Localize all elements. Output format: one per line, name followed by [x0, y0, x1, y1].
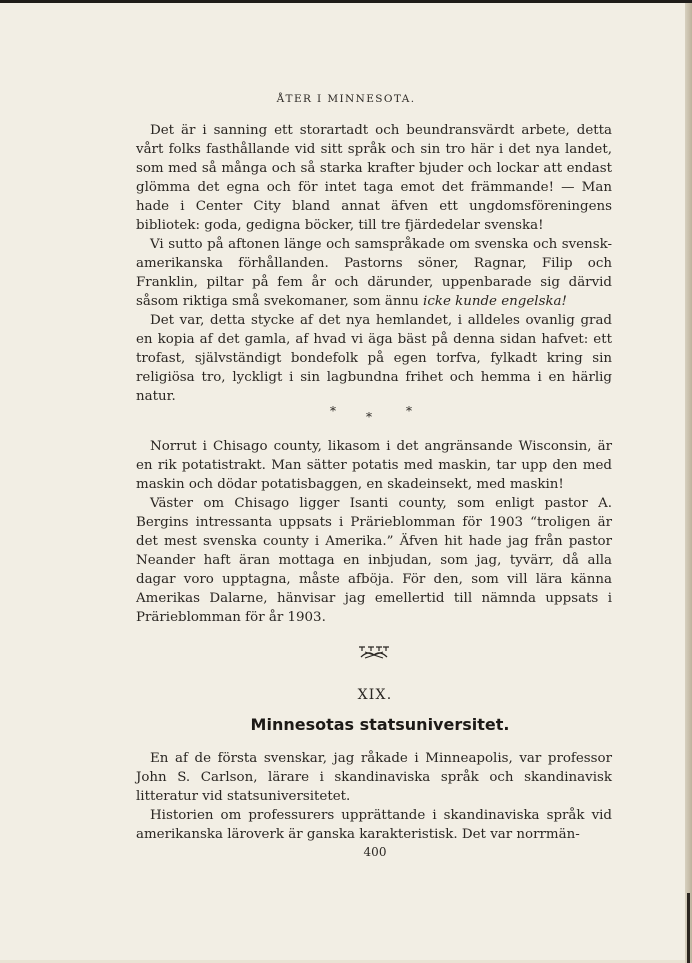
star-icon: * — [366, 410, 372, 424]
page-edge — [685, 3, 692, 963]
star-icon: * — [330, 404, 336, 418]
paragraph: Väster om Chisago ligger Isanti county, som enligt pastor A. Bergins intressanta uppsats i Prärieblomman för 1903 “troligen är det mest svenska county i Amerika.” Äfven hit hade jag från pastor Neander haft äran mottaga en inbjudan, som jag, tyvärr, då alla dagar voro upptagna, måste afböja. För den, som vill lära känna Amerikas Dalarne, hänvisar jag emellertid till nämnda uppsats i Prärieblomman för år 1903. — [136, 496, 612, 625]
section-divider-stars — [326, 404, 426, 426]
paragraph: En af de första svenskar, jag råkade i Minneapolis, var professor John S. Carlson, lärare i skandinaviska språk och skandinavisk litteratur vid statsuniversitetet. — [136, 751, 612, 804]
page-number: 400 — [363, 845, 387, 859]
paragraph — [136, 235, 612, 311]
paragraph: Det är i sanning ett storartadt och beundransvärdt arbete, detta vårt folks fasthållande vid sitt språk och sin tro här i det nya landet, som med så många och så starka krafter bjuder och lockar att endast glömma det egna och för intet taga emot det främmande! — Man hade i Center City bland annat äfven ett ungdomsföreningens bibliotek: goda, gedigna böcker, till tre fjärdedelar svenska! — [136, 123, 612, 233]
paragraph-text: Vi sutto på aftonen länge och samspråkade om svenska och svensk-amerikanska förhållanden. Pastorns söner, Ragnar, Filip och Franklin, piltar på fem år och därunder, uppenbarade sig därvid såsom riktiga små svekomaner, som ännu — [136, 237, 612, 309]
section-2 — [136, 437, 612, 627]
section-3 — [136, 749, 612, 844]
section-1 — [136, 121, 612, 406]
paragraph: Det var, detta stycke af det nya hemlandet, i alldeles ovanlig grad en kopia af det gamla, af hvad vi äga bäst på denna sidan hafvet: ett trofast, självständigt bondefolk på egen torfva, fylkadt kring sin religiösa tro, lyckligt i sin lagbundna frihet och hemma i en härlig natur. — [136, 313, 612, 404]
chapter-title: Minnesotas statsuniversitet. — [250, 715, 510, 734]
paragraph: Norrut i Chisago county, likasom i det angränsande Wisconsin, är en rik potatistrakt. Man sätter potatis med maskin, tar upp den med maskin och dödar potatisbaggen, en skadeinsekt, med maskin! — [136, 439, 612, 492]
ornament-icon — [356, 644, 392, 660]
paragraph: Historien om professurers upprättande i skandinaviska språk vid amerikanska läroverk är ganska karakteristisk. Det var norrmän- — [136, 808, 612, 842]
chapter-number: XIX. — [357, 687, 393, 703]
italic-phrase: icke kunde engelska! — [423, 294, 567, 309]
star-icon: * — [406, 404, 412, 418]
running-head: ÅTER I MINNESOTA. — [276, 93, 416, 105]
